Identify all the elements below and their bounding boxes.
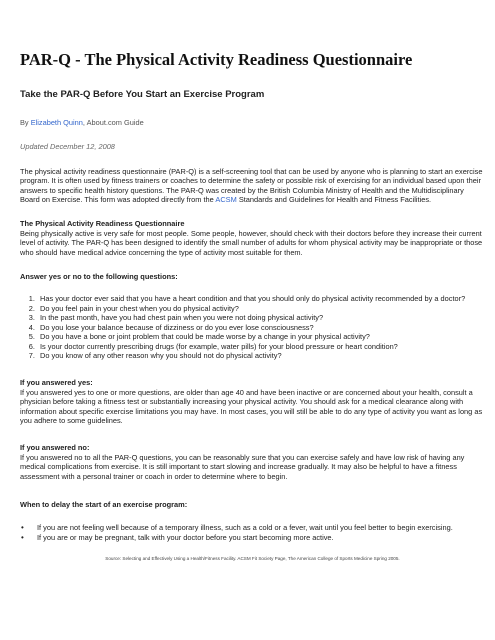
no-body: If you answered no to all the PAR-Q questions, you can be reasonably sure that you can exercise safely and have low risk of having any medical complications from exercise. It is still important to start slowing and increase gradually. It may also be helpful to have a fitness assessment with a personal trainer or coach in order to determine where to begin. <box>20 452 465 481</box>
intro-text-after: Standards and Guidelines for Health and Fitness Facilities. <box>236 195 432 205</box>
questions-heading: Answer yes or no to the following questions: <box>20 272 178 282</box>
page-subtitle: Take the PAR-Q Before You Start an Exercise Program <box>20 89 265 100</box>
question-item: 2. Do you feel pain in your chest when you do physical activity? <box>37 304 485 313</box>
byline-suffix: , About.com Guide <box>82 118 144 127</box>
no-heading: If you answered no: <box>20 443 90 453</box>
question-item: 6. Is your doctor currently prescribing drugs (for example, water pills) for your blood pressure or heart condition? <box>37 342 485 351</box>
delay-item-text: If you are or may be pregnant, talk with your doctor before you start becoming more active. <box>37 532 334 542</box>
question-item: 4. Do you lose your balance because of dizziness or do you ever lose consciousness? <box>37 323 485 332</box>
delay-item <box>21 523 485 533</box>
delay-item-text: If you are not feeling well because of a temporary illness, such as a cold or a fever, wait until you feel better to begin exercising. <box>37 523 453 533</box>
question-item: 3. In the past month, have you had chest pain when you were not doing physical activity? <box>37 313 485 322</box>
question-item: 5. Do you have a bone or joint problem that could be made worse by a change in your physical activity? <box>37 332 485 341</box>
question-item: 7. Do you know of any other reason why you should not do physical activity? <box>37 351 485 360</box>
question-item: 1. Has your doctor ever said that you have a heart condition and that you should only do physical activity recommended by a doctor? <box>37 294 485 303</box>
bullet-icon: • <box>21 523 24 533</box>
delay-item <box>21 532 485 542</box>
questionnaire-body: Being physically active is very safe for most people. Some people, however, should check with their doctors before they increase their current level of activity. The PAR-Q has been designed to identify the small number of adults for whom physical activity may be inappropriate or those who should have medical advice concerning the type of activity most suitable for them. <box>20 228 483 257</box>
questionnaire-heading: The Physical Activity Readiness Questionnaire <box>20 219 185 229</box>
acsm-link[interactable]: ACSM <box>215 195 237 205</box>
intro-paragraph <box>20 167 485 205</box>
byline-prefix: By <box>20 118 31 127</box>
yes-body: If you answered yes to one or more questions, are older than age 40 and have been inactive or are concerned about your health, consult a physician before taking a fitness test or substantially increasing your physical activity. You should ask for a medical clearance along with information about specific exercise limitations you may have. In most cases, you will still be able to do any type of activity you want as long as you adhere to some guidelines. <box>20 387 483 425</box>
yes-section <box>20 378 485 425</box>
source-note: Source: Selecting and Effectively Using a Health/Fitness Facility. ACSM Fit Society Page, The American College of Sports Medicine Spring 2005. <box>105 556 400 562</box>
delay-heading: When to delay the start of an exercise program: <box>20 499 188 509</box>
intro-text-before: The physical activity readiness questionnaire (PAR-Q) is a self-screening tool that can be used by anyone who is planning to start an exercise program. It is often used by fitness trainers or coaches to determine the safety or possible risk of exercising for an individual based upon their answers to specific health history questions. The PAR-Q was created by the British Columbia Ministry of Health and the Multidisciplinary Board on Exercise. This form was adopted directly from the <box>20 166 483 205</box>
document-page <box>20 0 485 562</box>
bullet-icon: • <box>21 532 24 542</box>
byline <box>20 118 485 127</box>
questions-list <box>20 294 485 360</box>
delay-list <box>20 523 485 542</box>
yes-heading: If you answered yes: <box>20 378 93 388</box>
author-link[interactable]: Elizabeth Quinn <box>30 118 83 127</box>
updated-date: Updated December 12, 2008 <box>20 142 115 152</box>
page-title: PAR-Q - The Physical Activity Readiness Questionnaire <box>20 50 413 69</box>
no-section <box>20 443 485 481</box>
